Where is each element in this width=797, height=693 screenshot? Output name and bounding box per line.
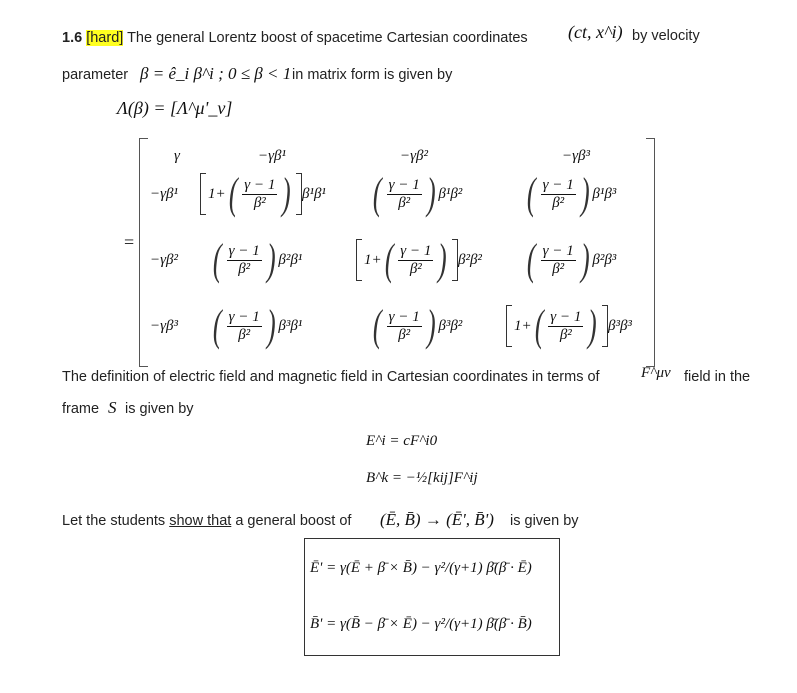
lambda-lhs: Λ(β) = [Λ^μ'_ν] bbox=[117, 98, 233, 118]
e-field-equation: E^i = cF^i0 bbox=[366, 433, 438, 449]
problem-text-1-end: by velocity bbox=[632, 28, 700, 44]
m22: 1+ ( $\frac{\gamma - 1}{\text{β²}}$ ) β²β² bbox=[356, 236, 482, 284]
field-tensor: F^μν bbox=[641, 365, 671, 381]
definition-text-2-end: is given by bbox=[125, 401, 194, 417]
definition-text-1: The definition of electric field and magnetic field in Cartesian coordinates in terms of bbox=[62, 369, 600, 385]
m01: −γβ¹ bbox=[258, 148, 287, 164]
m33: 1+ ( $\frac{\gamma - 1}{\text{β²}}$ ) β³β³ bbox=[506, 302, 632, 350]
b-field-equation: B^k = −½[kij]F^ij bbox=[366, 470, 478, 486]
result-box bbox=[304, 538, 560, 656]
difficulty-tag: [hard] bbox=[86, 30, 124, 46]
coords-expression: (ct, x^i) bbox=[568, 22, 623, 42]
m02: −γβ² bbox=[400, 148, 429, 164]
m13: ( $\frac{\gamma - 1}{\text{β²}}$ ) β¹β³ bbox=[526, 169, 617, 218]
matrix-right-bracket bbox=[646, 138, 655, 367]
m00: γ bbox=[174, 148, 180, 164]
problem-text-1: The general Lorentz boost of spacetime Cartesian coordinates bbox=[127, 30, 528, 46]
m31: ( $\frac{\gamma - 1}{\text{β²}}$ ) β³β¹ bbox=[212, 301, 303, 350]
problem-text-2-start: parameter bbox=[62, 67, 129, 83]
definition-text-1-end: field in the bbox=[684, 369, 751, 385]
m32: ( $\frac{\gamma - 1}{\text{β²}}$ ) β³β² bbox=[372, 301, 463, 350]
m30: −γβ³ bbox=[150, 318, 179, 334]
b-prime-result: B̄' = γ(B̄ − β̄ × Ē) − γ²/(γ+1) β̄(β̄ · B̄) bbox=[310, 616, 532, 632]
m03: −γβ³ bbox=[562, 148, 591, 164]
param-equation: β = ê_i β^i ; 0 ≤ β < 1 bbox=[140, 64, 292, 83]
m23: ( $\frac{\gamma - 1}{\text{β²}}$ ) β²β³ bbox=[526, 235, 617, 284]
problem-number: 1.6 bbox=[62, 30, 83, 46]
task-text: Let the students show that a general boost of bbox=[62, 513, 352, 529]
boost-mapping: (Ē, B̄) → (Ē', B̄') bbox=[380, 510, 494, 529]
e-prime-result: Ē' = γ(Ē + β̄ × B̄) − γ²/(γ+1) β̄(β̄ · Ē) bbox=[310, 560, 532, 576]
problem-line-1 bbox=[62, 28, 528, 48]
problem-text-2-end: in matrix form is given by bbox=[292, 67, 453, 83]
m21: ( $\frac{\gamma - 1}{\text{β²}}$ ) β²β¹ bbox=[212, 235, 303, 284]
m10: −γβ¹ bbox=[150, 186, 179, 202]
m12: ( $\frac{\gamma - 1}{\text{β²}}$ ) β¹β² bbox=[372, 169, 463, 218]
matrix-left-bracket bbox=[139, 138, 148, 367]
task-text-end: is given by bbox=[510, 513, 579, 529]
show-that-link: show that bbox=[169, 513, 232, 529]
m20: −γβ² bbox=[150, 252, 179, 268]
m11: 1+ ( $\frac{\gamma - 1}{\text{β²}}$ ) β¹β¹ bbox=[200, 170, 326, 218]
definition-text-2-start: frame bbox=[62, 401, 100, 417]
frame-symbol: S bbox=[108, 398, 117, 417]
matrix-equals: = bbox=[124, 232, 135, 252]
